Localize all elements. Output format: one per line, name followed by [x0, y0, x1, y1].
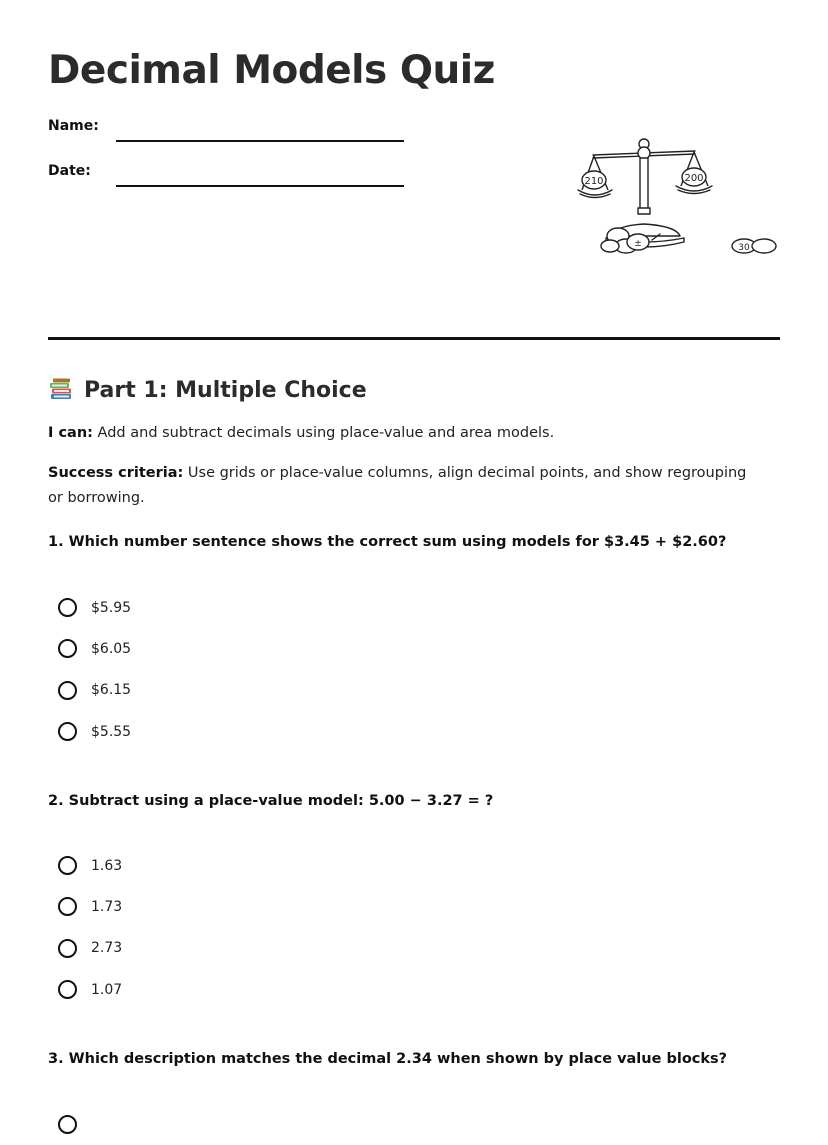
coin-value: 30 [738, 243, 750, 253]
name-field [48, 118, 408, 148]
option-label: 1.63 [91, 857, 123, 874]
name-line[interactable] [116, 140, 404, 142]
i-can-label: I can: [48, 425, 93, 441]
radio-button[interactable] [58, 980, 77, 999]
success-label: Success criteria: [48, 465, 184, 481]
q3-option-a[interactable] [58, 1104, 458, 1145]
option-label: $5.95 [91, 599, 132, 616]
q1-option-a[interactable] [58, 587, 458, 628]
part1-heading [48, 374, 367, 406]
radio-button[interactable] [58, 1115, 77, 1134]
books-icon [48, 377, 74, 403]
radio-button[interactable] [58, 681, 77, 700]
date-field [48, 163, 408, 193]
success-text: Use grids or place-value columns, align decimal points, and show regrouping or borrowing. [48, 465, 747, 506]
question-1-options [58, 587, 458, 752]
question-2: 2. Subtract using a place-value model: 5.00 − 3.27 = ? [48, 793, 494, 809]
page-title: Decimal Models Quiz [48, 48, 495, 93]
i-can-text: Add and subtract decimals using place-value and area models. [92, 425, 555, 441]
question-3-options [58, 1104, 458, 1145]
option-label: $6.15 [91, 682, 132, 699]
coin-symbol: ± [634, 239, 642, 249]
q1-option-d[interactable] [58, 711, 458, 752]
date-line[interactable] [116, 185, 404, 187]
question-1: 1. Which number sentence shows the correct sum using models for $3.45 + $2.60? [48, 534, 727, 550]
name-label: Name: [48, 118, 99, 134]
q1-option-c[interactable] [58, 670, 458, 711]
success-criteria [48, 461, 748, 511]
q2-option-c[interactable] [58, 928, 458, 969]
left-weight-label: 210 [584, 176, 604, 187]
radio-button[interactable] [58, 598, 77, 617]
radio-button[interactable] [58, 856, 77, 875]
question-2-options [58, 845, 458, 1010]
option-label: 1.73 [91, 898, 123, 915]
option-label: 2.73 [91, 940, 123, 957]
q2-option-b[interactable] [58, 886, 458, 927]
section-divider [48, 337, 780, 340]
q2-option-a[interactable] [58, 845, 458, 886]
q2-option-d[interactable] [58, 969, 458, 1010]
question-3: 3. Which description matches the decimal 2.34 when shown by place value blocks? [48, 1051, 728, 1067]
i-can-statement [48, 421, 748, 446]
part1-title: Part 1: Multiple Choice [84, 377, 367, 403]
balance-scale-illustration [548, 128, 748, 268]
option-label: $6.05 [91, 640, 132, 657]
radio-button[interactable] [58, 939, 77, 958]
right-weight-label: 200 [684, 173, 704, 184]
q1-option-b[interactable] [58, 628, 458, 669]
radio-button[interactable] [58, 639, 77, 658]
radio-button[interactable] [58, 722, 77, 741]
option-label: 1.07 [91, 981, 123, 998]
option-label: $5.55 [91, 723, 132, 740]
radio-button[interactable] [58, 897, 77, 916]
date-label: Date: [48, 163, 91, 179]
